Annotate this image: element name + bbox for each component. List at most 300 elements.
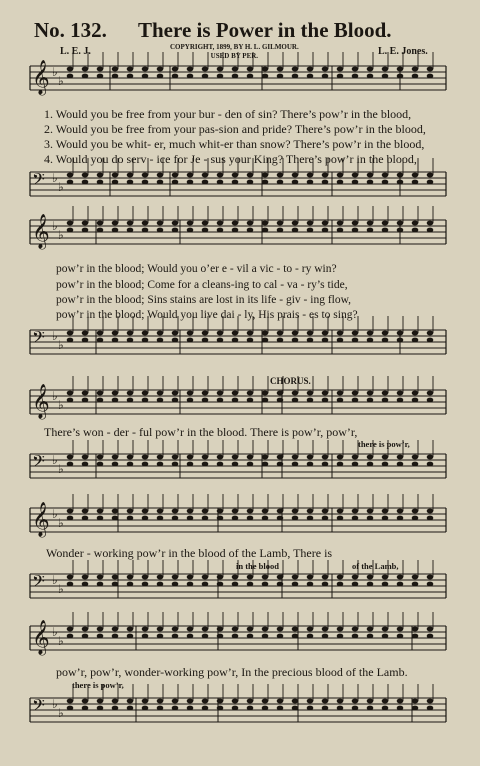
- note-head: [262, 173, 269, 178]
- note-head: [367, 575, 374, 580]
- flat-icon: ♭: [52, 171, 58, 185]
- note-head: [427, 455, 434, 460]
- note-head: [307, 634, 314, 639]
- note-head: [172, 582, 179, 587]
- note-head: [97, 582, 104, 587]
- note-head: [112, 575, 119, 580]
- note-head: [127, 67, 134, 72]
- note-head: [397, 331, 404, 336]
- note-head: [307, 627, 314, 632]
- note-head: [322, 228, 329, 233]
- note-head: [292, 627, 299, 632]
- note-head: [412, 634, 419, 639]
- note-head: [322, 173, 329, 178]
- note-head: [397, 706, 404, 711]
- bass-clef-icon: 𝄢: [32, 695, 45, 719]
- note-head: [277, 627, 284, 632]
- note-head: [412, 455, 419, 460]
- verse-2-line-2: pow’r in the blood; Come for a cleans-ing to cal - va - ry’s tide,: [56, 279, 348, 291]
- flat-icon: ♭: [58, 516, 64, 530]
- note-head: [142, 516, 149, 521]
- note-head: [97, 509, 104, 514]
- chorus-label: CHORUS.: [270, 376, 311, 386]
- flat-icon: ♭: [52, 329, 58, 343]
- note-head: [97, 398, 104, 403]
- note-head: [352, 634, 359, 639]
- note-head: [232, 228, 239, 233]
- note-head: [157, 462, 164, 467]
- chorus-echo-3: there is pow’r,: [72, 680, 124, 690]
- note-head: [397, 338, 404, 343]
- note-head: [322, 455, 329, 460]
- note-head: [322, 516, 329, 521]
- note-head: [157, 455, 164, 460]
- note-head: [322, 627, 329, 632]
- note-head: [382, 221, 389, 226]
- note-head: [397, 455, 404, 460]
- note-head: [187, 634, 194, 639]
- flat-icon: ♭: [58, 706, 64, 720]
- note-head: [382, 228, 389, 233]
- note-head: [367, 462, 374, 467]
- treble-clef-icon: 𝄞: [32, 214, 50, 249]
- note-head: [67, 391, 74, 396]
- note-head: [307, 338, 314, 343]
- note-head: [127, 455, 134, 460]
- note-head: [352, 180, 359, 185]
- note-head: [142, 582, 149, 587]
- note-head: [217, 575, 224, 580]
- note-head: [97, 575, 104, 580]
- note-head: [127, 74, 134, 79]
- note-head: [337, 173, 344, 178]
- note-head: [172, 575, 179, 580]
- note-head: [82, 462, 89, 467]
- flat-icon: ♭: [52, 453, 58, 467]
- note-head: [262, 516, 269, 521]
- note-head: [232, 455, 239, 460]
- note-head: [292, 67, 299, 72]
- flat-icon: ♭: [52, 507, 58, 521]
- copyright-permission: USED BY PER.: [210, 52, 259, 60]
- note-head: [217, 180, 224, 185]
- note-head: [412, 228, 419, 233]
- note-head: [187, 391, 194, 396]
- note-head: [412, 462, 419, 467]
- flat-icon: ♭: [52, 65, 58, 79]
- note-head: [202, 634, 209, 639]
- note-head: [247, 699, 254, 704]
- note-head: [112, 221, 119, 226]
- note-head: [157, 699, 164, 704]
- flat-icon: ♭: [52, 219, 58, 233]
- note-head: [427, 398, 434, 403]
- note-head: [142, 180, 149, 185]
- note-head: [112, 67, 119, 72]
- note-head: [367, 509, 374, 514]
- note-head: [337, 228, 344, 233]
- note-head: [127, 221, 134, 226]
- note-head: [97, 462, 104, 467]
- note-head: [397, 509, 404, 514]
- note-head: [382, 516, 389, 521]
- note-head: [157, 516, 164, 521]
- note-head: [247, 575, 254, 580]
- flat-icon: ♭: [58, 398, 64, 412]
- hymn-title: There is Power in the Blood.: [138, 18, 392, 42]
- note-head: [187, 398, 194, 403]
- note-head: [277, 180, 284, 185]
- note-head: [82, 634, 89, 639]
- note-head: [202, 67, 209, 72]
- note-head: [427, 706, 434, 711]
- note-head: [82, 509, 89, 514]
- note-head: [82, 74, 89, 79]
- note-head: [202, 338, 209, 343]
- note-head: [127, 338, 134, 343]
- note-head: [352, 173, 359, 178]
- note-head: [97, 67, 104, 72]
- note-head: [367, 627, 374, 632]
- note-head: [67, 228, 74, 233]
- note-head: [217, 516, 224, 521]
- note-head: [232, 398, 239, 403]
- note-head: [412, 74, 419, 79]
- note-head: [202, 455, 209, 460]
- note-head: [187, 331, 194, 336]
- note-head: [247, 462, 254, 467]
- flat-icon: ♭: [58, 74, 64, 88]
- hymn-number: No. 132.: [34, 18, 107, 42]
- flat-icon: ♭: [58, 462, 64, 476]
- flat-icon: ♭: [52, 697, 58, 711]
- note-head: [382, 74, 389, 79]
- note-head: [82, 331, 89, 336]
- note-head: [352, 67, 359, 72]
- note-head: [337, 575, 344, 580]
- note-head: [412, 331, 419, 336]
- note-head: [112, 706, 119, 711]
- note-head: [322, 509, 329, 514]
- note-head: [397, 221, 404, 226]
- note-head: [247, 74, 254, 79]
- note-head: [142, 634, 149, 639]
- note-head: [307, 398, 314, 403]
- note-head: [142, 221, 149, 226]
- note-head: [187, 180, 194, 185]
- note-head: [82, 699, 89, 704]
- note-head: [322, 180, 329, 185]
- note-head: [187, 221, 194, 226]
- note-head: [172, 462, 179, 467]
- note-head: [142, 455, 149, 460]
- note-head: [232, 627, 239, 632]
- note-head: [427, 221, 434, 226]
- note-head: [232, 575, 239, 580]
- note-head: [67, 331, 74, 336]
- note-head: [352, 398, 359, 403]
- note-head: [277, 391, 284, 396]
- note-head: [277, 462, 284, 467]
- note-head: [127, 706, 134, 711]
- note-head: [367, 398, 374, 403]
- note-head: [262, 67, 269, 72]
- note-head: [187, 582, 194, 587]
- note-head: [307, 180, 314, 185]
- note-head: [187, 228, 194, 233]
- note-head: [112, 391, 119, 396]
- verse-3-line-1: 3. Would you be whit- er, much whit-er than snow? There’s pow’r in the blood,: [44, 137, 425, 151]
- note-head: [262, 462, 269, 467]
- note-head: [82, 575, 89, 580]
- note-head: [217, 67, 224, 72]
- note-head: [337, 462, 344, 467]
- note-head: [292, 398, 299, 403]
- note-head: [82, 173, 89, 178]
- note-head: [217, 398, 224, 403]
- note-head: [157, 391, 164, 396]
- note-head: [247, 398, 254, 403]
- note-head: [382, 398, 389, 403]
- note-head: [112, 509, 119, 514]
- note-head: [412, 699, 419, 704]
- note-head: [352, 516, 359, 521]
- note-head: [202, 173, 209, 178]
- note-head: [157, 173, 164, 178]
- note-head: [202, 627, 209, 632]
- note-head: [172, 699, 179, 704]
- flat-icon: ♭: [58, 180, 64, 194]
- note-head: [427, 180, 434, 185]
- note-head: [247, 627, 254, 632]
- flat-icon: ♭: [52, 625, 58, 639]
- note-head: [187, 627, 194, 632]
- note-head: [82, 221, 89, 226]
- note-head: [247, 173, 254, 178]
- note-head: [217, 228, 224, 233]
- note-head: [427, 67, 434, 72]
- note-head: [307, 582, 314, 587]
- note-head: [217, 391, 224, 396]
- note-head: [142, 398, 149, 403]
- note-head: [127, 575, 134, 580]
- note-head: [427, 582, 434, 587]
- note-head: [187, 173, 194, 178]
- note-head: [172, 221, 179, 226]
- note-head: [187, 699, 194, 704]
- note-head: [337, 634, 344, 639]
- note-head: [277, 509, 284, 514]
- note-head: [382, 509, 389, 514]
- flat-icon: ♭: [52, 389, 58, 403]
- note-head: [397, 228, 404, 233]
- note-head: [397, 634, 404, 639]
- note-head: [322, 67, 329, 72]
- note-head: [112, 331, 119, 336]
- note-head: [262, 575, 269, 580]
- verse-4-line-2: pow’r in the blood; Would you live dai - ly, His prais - es to sing?: [56, 309, 358, 321]
- note-head: [412, 67, 419, 72]
- note-head: [382, 575, 389, 580]
- note-head: [322, 74, 329, 79]
- note-head: [217, 627, 224, 632]
- note-head: [262, 338, 269, 343]
- chorus-echo-2a: in the blood: [236, 561, 279, 571]
- note-head: [127, 391, 134, 396]
- note-head: [127, 509, 134, 514]
- note-head: [97, 180, 104, 185]
- note-head: [97, 634, 104, 639]
- note-head: [262, 228, 269, 233]
- verse-2-line-1: 2. Would you be free from your pas-sion and pride? There’s pow’r in the blood,: [44, 122, 426, 136]
- note-head: [382, 338, 389, 343]
- note-head: [337, 338, 344, 343]
- note-head: [172, 455, 179, 460]
- note-head: [142, 706, 149, 711]
- note-head: [307, 706, 314, 711]
- note-head: [202, 509, 209, 514]
- note-head: [232, 74, 239, 79]
- note-head: [172, 391, 179, 396]
- note-head: [112, 699, 119, 704]
- note-head: [307, 67, 314, 72]
- note-head: [427, 634, 434, 639]
- note-head: [67, 455, 74, 460]
- note-head: [187, 706, 194, 711]
- note-head: [232, 582, 239, 587]
- note-head: [67, 627, 74, 632]
- note-head: [322, 221, 329, 226]
- note-head: [322, 398, 329, 403]
- note-head: [367, 516, 374, 521]
- note-head: [157, 67, 164, 72]
- note-head: [382, 455, 389, 460]
- note-head: [202, 398, 209, 403]
- note-head: [157, 582, 164, 587]
- note-head: [427, 391, 434, 396]
- note-head: [367, 455, 374, 460]
- note-head: [397, 180, 404, 185]
- note-head: [412, 180, 419, 185]
- note-head: [232, 516, 239, 521]
- note-head: [292, 455, 299, 460]
- note-head: [307, 331, 314, 336]
- note-head: [247, 516, 254, 521]
- note-head: [112, 338, 119, 343]
- note-head: [157, 74, 164, 79]
- note-head: [142, 699, 149, 704]
- note-head: [67, 516, 74, 521]
- note-head: [97, 173, 104, 178]
- note-head: [172, 74, 179, 79]
- note-head: [217, 509, 224, 514]
- treble-clef-icon: 𝄞: [32, 60, 50, 95]
- note-head: [277, 221, 284, 226]
- note-head: [277, 331, 284, 336]
- note-head: [292, 331, 299, 336]
- note-head: [382, 699, 389, 704]
- note-head: [337, 398, 344, 403]
- note-head: [427, 699, 434, 704]
- note-head: [262, 634, 269, 639]
- note-head: [142, 627, 149, 632]
- chorus-echo-1: there is pow’r,: [358, 439, 410, 449]
- note-head: [82, 516, 89, 521]
- flat-icon: ♭: [58, 582, 64, 596]
- note-head: [127, 634, 134, 639]
- note-head: [127, 627, 134, 632]
- note-head: [202, 582, 209, 587]
- note-head: [322, 582, 329, 587]
- flat-icon: ♭: [58, 228, 64, 242]
- note-head: [307, 699, 314, 704]
- note-head: [307, 455, 314, 460]
- note-head: [127, 398, 134, 403]
- note-head: [127, 699, 134, 704]
- note-head: [157, 228, 164, 233]
- note-head: [292, 699, 299, 704]
- note-head: [277, 67, 284, 72]
- note-head: [67, 575, 74, 580]
- note-head: [187, 67, 194, 72]
- note-head: [217, 74, 224, 79]
- note-head: [382, 180, 389, 185]
- bass-clef-icon: 𝄢: [32, 571, 45, 595]
- note-head: [277, 173, 284, 178]
- verse-4-line-1: 4. Would you do serv - ice for Je - sus your King? There’s pow’r in the blood,: [44, 152, 417, 166]
- note-head: [397, 627, 404, 632]
- note-head: [127, 173, 134, 178]
- note-head: [337, 331, 344, 336]
- note-head: [157, 509, 164, 514]
- note-head: [292, 462, 299, 467]
- note-head: [382, 706, 389, 711]
- note-head: [247, 634, 254, 639]
- note-head: [202, 180, 209, 185]
- note-head: [232, 67, 239, 72]
- note-head: [337, 706, 344, 711]
- note-head: [397, 575, 404, 580]
- note-head: [157, 575, 164, 580]
- note-head: [67, 398, 74, 403]
- note-head: [337, 74, 344, 79]
- note-head: [352, 699, 359, 704]
- note-head: [217, 221, 224, 226]
- note-head: [337, 391, 344, 396]
- note-head: [427, 228, 434, 233]
- note-head: [217, 331, 224, 336]
- note-head: [262, 455, 269, 460]
- note-head: [292, 516, 299, 521]
- note-head: [142, 509, 149, 514]
- note-head: [142, 338, 149, 343]
- note-head: [307, 462, 314, 467]
- note-head: [262, 627, 269, 632]
- note-head: [247, 331, 254, 336]
- copyright-line: COPYRIGHT, 1899, BY H. L. GILMOUR.: [170, 43, 299, 51]
- note-head: [172, 228, 179, 233]
- note-head: [202, 699, 209, 704]
- note-head: [112, 180, 119, 185]
- note-head: [292, 338, 299, 343]
- note-head: [172, 398, 179, 403]
- note-head: [382, 391, 389, 396]
- note-head: [202, 228, 209, 233]
- note-head: [412, 221, 419, 226]
- note-head: [67, 67, 74, 72]
- note-head: [82, 627, 89, 632]
- note-head: [292, 180, 299, 185]
